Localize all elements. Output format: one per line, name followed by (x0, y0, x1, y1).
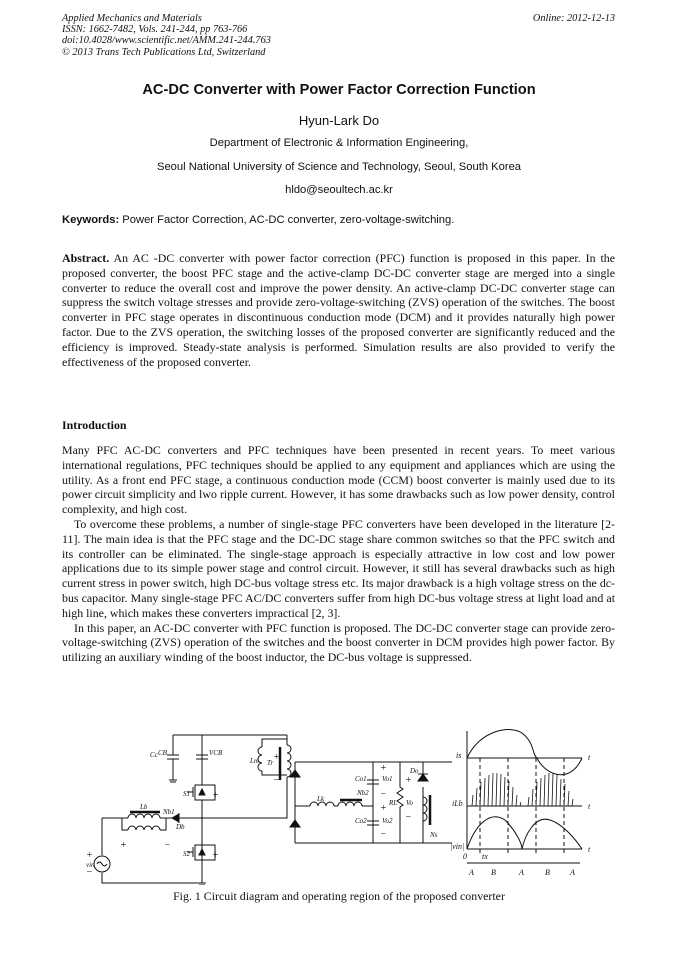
svg-text:−: − (86, 867, 93, 878)
svg-text:+: + (380, 763, 387, 774)
doi[interactable]: doi:10.4028/www.scientific.net/AMM.241-244.763 (62, 35, 271, 47)
issn: ISSN: 1662-7482, Vols. 241-244, pp 763-766 (62, 24, 248, 36)
author-department: Department of Electronic & Information Engineering, (209, 137, 469, 149)
svg-text:+: + (380, 803, 387, 814)
svg-text:+: + (212, 790, 219, 801)
intro-paragraph: To overcome these problems, a number of single-stage PFC converters have been developed in the literature [2-11]. The main idea is that the PFC stage and the DC-DC stage share common switches so that the PFC switch and its controller can be eliminated. The single-stage approach is especially attractive in low cost and low power applications due to its simple power stage and control circuit. However, it still has several drawbacks such as high current stress in power switch, high DC-bus voltage stress etc. Its major drawback is a high voltage stress on the dc-bus capacitor. Many single-stage PFC AC/DC converters suffer from high DC-bus voltage stress at light load and at high line, which makes these converters impractical [2, 3]. (62, 516, 615, 620)
svg-text:|vin|: |vin| (450, 842, 465, 851)
keywords-text: Power Factor Correction, AC-DC converter, zero-voltage-switching. (119, 214, 455, 226)
svg-text:Tr: Tr (267, 759, 274, 767)
svg-text:Do: Do (410, 767, 419, 775)
vin-label: vin (86, 861, 95, 869)
svg-text:A: A (570, 868, 575, 877)
keywords-label: Keywords: (62, 214, 120, 226)
abstract-label: Abstract. (62, 251, 110, 265)
svg-text:Nb1: Nb1 (163, 808, 175, 816)
svg-text:+: + (405, 775, 412, 786)
svg-text:−: − (164, 840, 171, 851)
is-label: is (456, 751, 462, 760)
online-date: Online: 2012-12-13 (532, 13, 615, 24)
svg-text:S2: S2 (183, 850, 190, 858)
svg-text:−: − (380, 829, 387, 840)
svg-text:Vo: Vo (406, 799, 413, 807)
waveform-chart (450, 730, 591, 877)
svg-text:t: t (588, 845, 591, 854)
abstract-text: An AC -DC converter with power factor correction (PFC) function is proposed in this paper. In the proposed converter, the boost PFC stage and the active-clamp DC-DC converter stage are merged into a single converter to reduce the overall cost and improve the power density. An active-clamp DC-DC converter stage can suppress the switch voltage stresses and provide zero-voltage-switching (ZVS) operation of the switches. The boost converter in PFC stage operates in discontinuous conduction mode (DCM) and it provides naturally high power factor. Due to the ZVS operation, the switching losses of the proposed converter are significantly reduced and the efficiency is improved. Steady-state analysis is performed. Simulation results are also provided to verify the effectiveness of the proposed converter. (62, 251, 615, 369)
svg-text:+: + (86, 850, 93, 861)
svg-text:−: − (273, 775, 280, 786)
copyright: © 2013 Trans Tech Publications Ltd, Switzerland (62, 46, 266, 58)
paper-title: AC-DC Converter with Power Factor Correction Function (142, 82, 536, 98)
svg-text:−: − (405, 812, 412, 823)
figure-1 (0, 725, 678, 885)
svg-text:Vo2: Vo2 (382, 817, 393, 825)
circuit-diagram-output (290, 762, 452, 843)
svg-text:Db: Db (176, 823, 185, 831)
svg-text:iLb: iLb (452, 799, 463, 808)
svg-text:Lb: Lb (140, 803, 148, 811)
abstract (62, 251, 615, 369)
svg-text:+: + (120, 840, 127, 851)
svg-text:B: B (545, 868, 550, 877)
author-email[interactable]: hldo@seoultech.ac.kr (285, 184, 393, 196)
circuit-diagram-main (86, 735, 291, 885)
author-name: Hyun-Lark Do (298, 113, 380, 128)
svg-text:A: A (469, 868, 474, 877)
svg-text:0: 0 (463, 852, 467, 861)
author-university: Seoul National University of Science and Technology, Seoul, South Korea (156, 161, 522, 173)
svg-text:VCB: VCB (209, 749, 223, 757)
svg-text:S1: S1 (183, 790, 190, 798)
figure-caption: Fig. 1 Circuit diagram and operating region of the proposed converter (173, 889, 505, 903)
introduction-body (62, 443, 615, 665)
svg-text:Lk: Lk (317, 795, 324, 803)
journal-name: Applied Mechanics and Materials (62, 13, 202, 24)
svg-text:RL: RL (389, 799, 398, 807)
svg-text:B: B (491, 868, 496, 877)
svg-text:CB: CB (158, 749, 167, 757)
svg-text:Lm: Lm (250, 757, 259, 765)
svg-text:−: − (380, 789, 387, 800)
svg-text:Cc: Cc (150, 751, 158, 759)
svg-text:Co2: Co2 (355, 817, 367, 825)
svg-text:A: A (519, 868, 524, 877)
svg-text:Co1: Co1 (355, 775, 367, 783)
svg-text:t: t (588, 753, 591, 762)
svg-text:tx: tx (482, 852, 488, 861)
svg-text:+: + (212, 850, 219, 861)
svg-text:t: t (588, 802, 591, 811)
intro-paragraph: In this paper, an AC-DC converter with PFC function is proposed. The DC-DC converter stage can provide zero-voltage-switching (ZVS) operation of the switches and the boost converter in DCM provides high power factor. By utilizing an auxiliary winding of the boost inductor, the DC-bus voltage is suppressed. (62, 620, 615, 665)
svg-text:Ns: Ns (430, 831, 438, 839)
intro-paragraph: Many PFC AC-DC converters and PFC techniques have been presented in recent years. To meet various international regulations, PFC techniques should be applied to any equipment and appliances which are using the utility. As a front end PFC stage, a continuous conduction mode (CCM) boost converter is mainly used due to its power circuit simplicity and lwo ripple current. However, it has some drawbacks such as low power density, control complexity, and high cost. (62, 443, 615, 517)
journal-header (62, 13, 271, 58)
svg-text:Nb2: Nb2 (357, 789, 369, 797)
section-heading-introduction: Introduction (62, 418, 127, 432)
svg-text:Vo1: Vo1 (382, 775, 393, 783)
keywords (62, 214, 454, 226)
svg-text:+: + (273, 752, 280, 763)
